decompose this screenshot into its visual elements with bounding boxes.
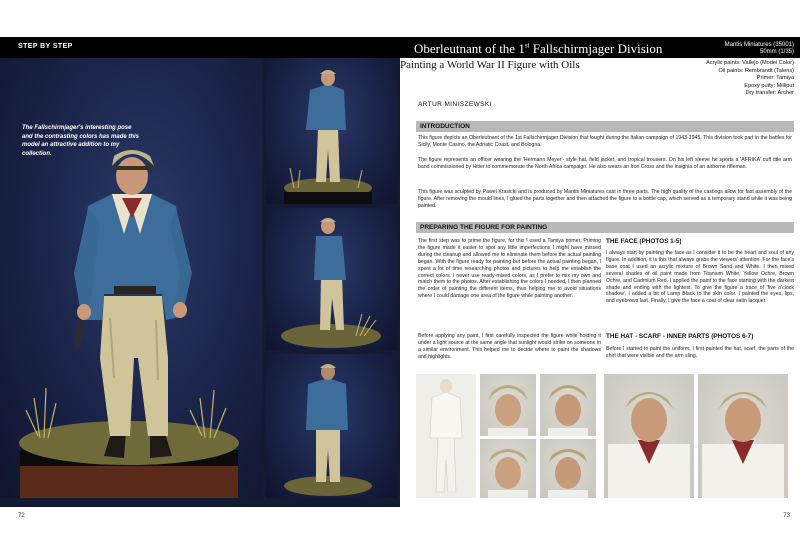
section-heading-preparing: PREPARING THE FIGURE FOR PAINTING [420, 224, 548, 231]
left-page-header [0, 37, 400, 58]
main-figure-photo [0, 58, 262, 498]
photo-7-hat-scarf [698, 374, 788, 498]
right-page-header [400, 37, 800, 58]
side-photo-column [266, 58, 397, 498]
author-name: ARTUR MINISZEWSKI [418, 101, 492, 108]
photo-2-face [480, 374, 536, 436]
hat-heading: THE HAT - SCARF - INNER PARTS (PHOTOS 6-7) [606, 333, 754, 340]
intro-paragraph-1: This figure depicts an Oberleutnant of the 1st Fallschirmjager Division that fought during the Italian campaign of 1943-1945. This division took part in the battles for Sicily, Monte Casino, the Adriatic Coast, and Bologna. [418, 135, 792, 148]
photo-4-face [480, 439, 536, 498]
article-subtitle: Painting a World War II Figure with Oils [400, 59, 580, 71]
right-page [400, 37, 800, 519]
right-page-number: 73 [783, 513, 790, 519]
intro-paragraph-3: This figure was sculpted by Pawel Krasicki and is produced by Mantis Miniatures cast in three parts. The high quality of the castings allow for fast assembly of the figure. After removing the mould lines, I glued the parts together and then attached the figure to a bottle cap, which served as a temporary stand while it was being painted. [418, 189, 792, 209]
left-page-number: 72 [18, 513, 25, 519]
section-bar-introduction [416, 121, 794, 132]
left-page [0, 37, 400, 519]
face-paragraph: I always start by painting the face as I consider it to be the heart and soul of any figure. In addition, it is this that always grabs the viewers' attention. For the face's base coat I used an acrylic mixture of Brown Sand and White. I then mixed several shades of oil paint made from Titanium White, Yellow Ochre, Brown Ochre, and Cadmium Red. I applied the paint to the face starting with the darkest shade and ending with the lightest. To give the figure a trace of 'five o'clock shadow', I added a bit of Lamp Black to the skin color. I painted the eyes, lips, and eyebrows last. Finally, I give the face a coat of clear satin lacquer. [606, 250, 794, 305]
article-title: Oberleutnant of the 1st Fallschirmjager Division [414, 41, 663, 56]
hat-paragraph: Before I started to paint the uniform, I first painted the hat, scarf, the parts of the shirt that were visible and the arm sling. [606, 346, 794, 359]
intro-paragraph-2: The figure represents an officer wearing the 'Hermann Meyer'- style hat, field jacket, and tropical trousers. On his left sleeve he sports a 'AFRIKA' cuff title arm band commissioned by Hitler to commemorate the North Africa campaign. He also wears an Iron Cross and the insignia of an airborne rifleman. [418, 157, 792, 170]
section-kicker: STEP BY STEP [18, 43, 73, 50]
side-photo-front [266, 58, 397, 204]
section-heading-introduction: INTRODUCTION [420, 123, 470, 130]
side-photo-back [266, 354, 397, 498]
prep-paragraph-2: Before applying any paint, I first carefully inspected the figure while holding it under a light source at the same angle that sunlight would strike on someone in a similar environment. This helped me to decide where to paint the shadows and highlights. [418, 333, 601, 360]
side-photo-side [266, 208, 397, 350]
photo-3-face [540, 374, 596, 436]
materials-list: Acrylic paints: Vallejo (Model Color) Oil paints: Rembrandt (Talens) Primer: Tamiya Epoxy putty: Milliput Dry transfer: Archer [706, 60, 794, 97]
book-spread [0, 37, 800, 519]
prep-paragraph-1: The first step was to prime the figure, for this I used a Tamiya primer. Priming the figure made it easier to spot any little imperfections I might have missed during the cleanup and allowed me to eliminate them before the actual painting began. With the figure ready for painting but before the actual painting began, I spent a lot of time researching photos and pictures to help me establish the correct colors. I never use ready-mixed colors, as I prefer to mix my own and match them to the photos. After establishing the colors I needed, I then planned the order of painting the different items, thus helping me to avoid situations where I could damage one area of the figure while painting another. [418, 238, 601, 300]
section-bar-preparing [416, 222, 794, 233]
face-heading: THE FACE (PHOTOS 1-5) [606, 238, 682, 245]
photo-5-face [540, 439, 596, 498]
photo-6-hat-scarf [604, 374, 694, 498]
figure-caption: The Fallschirmjager's interesting pose and the contrasting colors has made this model an attractive addition to my collection. [22, 125, 140, 157]
photo-1-primed-figure [416, 374, 476, 498]
kit-brand: Mantis Miniatures (35001) 50mm (1/35) [724, 42, 794, 55]
